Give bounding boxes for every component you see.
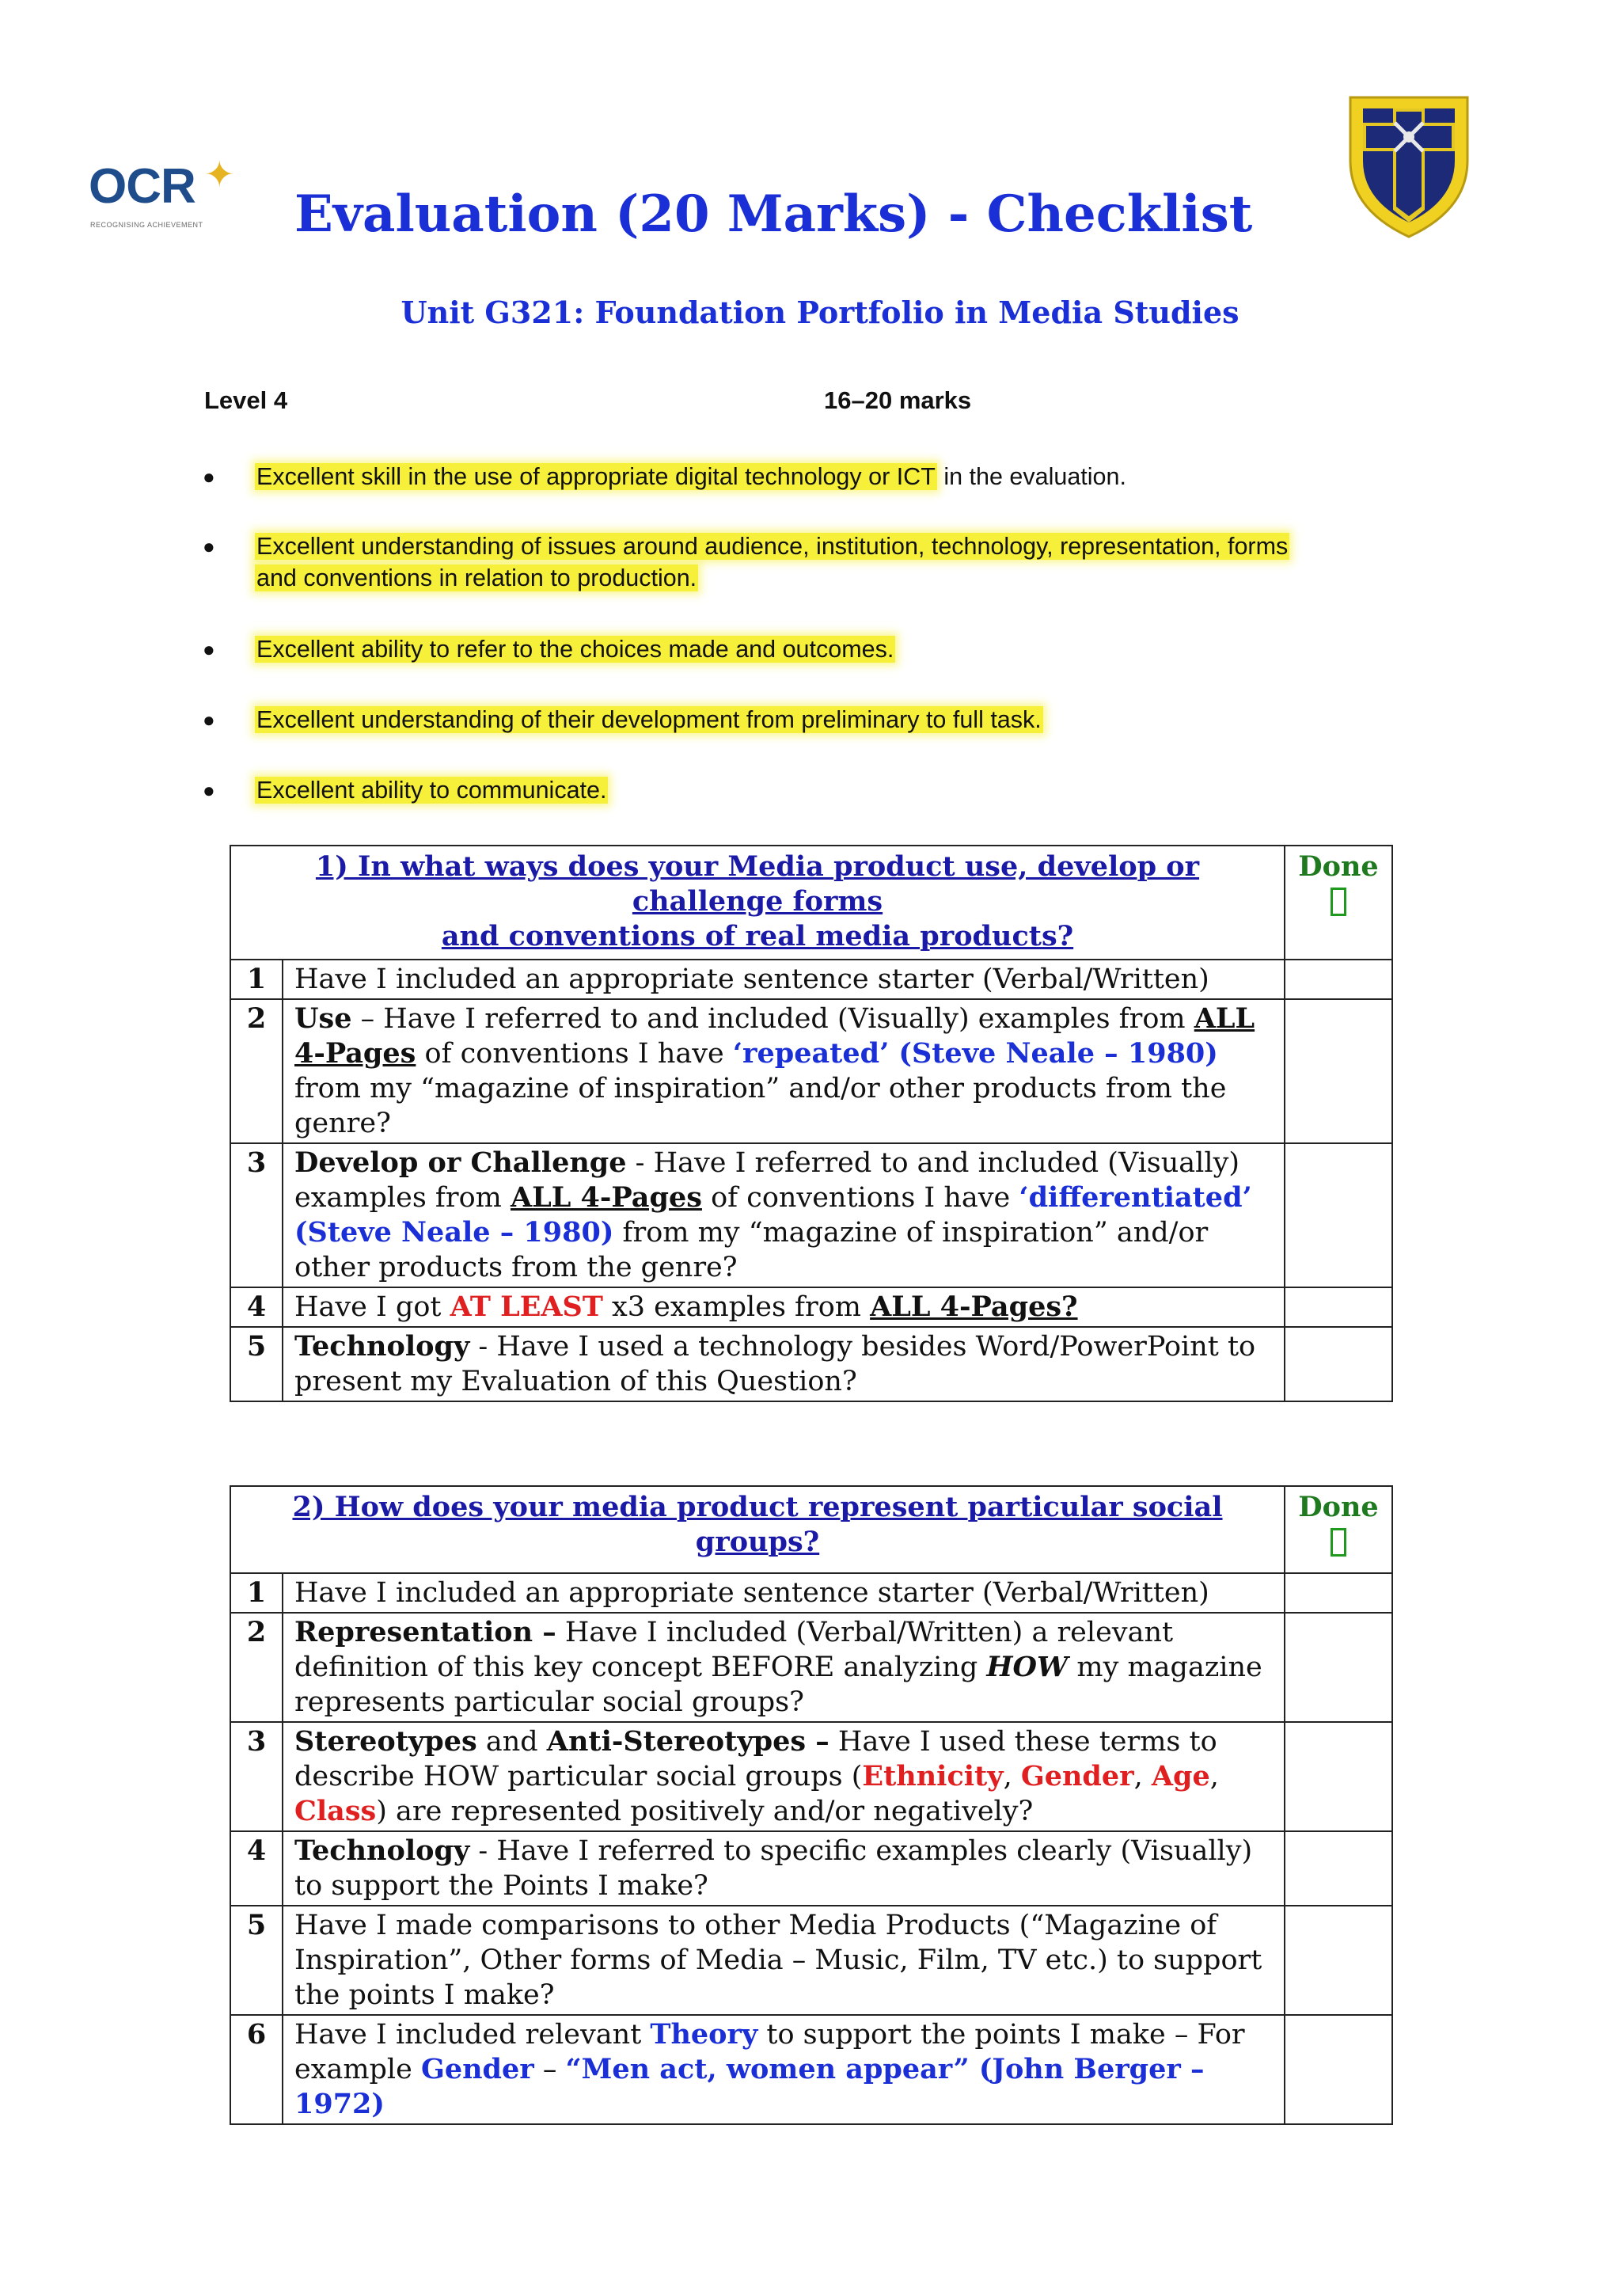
question-line: and conventions of real media products? (441, 920, 1074, 952)
question-line: 1) In what ways does your Media product use, develop or challenge forms (315, 850, 1200, 918)
row-number: 1 (230, 1573, 283, 1613)
done-cell[interactable] (1285, 999, 1392, 1143)
row-number: 6 (230, 2015, 283, 2124)
table-row (230, 1831, 1392, 1906)
done-cell[interactable] (1285, 1906, 1392, 2015)
row-text: Technology - Have I referred to specific examples clearly (Visually) to support the Points I make? (283, 1831, 1285, 1906)
done-cell[interactable] (1285, 1613, 1392, 1722)
done-label: Done (1298, 850, 1379, 883)
row-text: Have I got AT LEAST x3 examples from ALL 4-Pages? (283, 1287, 1285, 1327)
row-number: 4 (230, 1287, 283, 1327)
row-text: Have I made comparisons to other Media Products (“Magazine of Inspiration”, Other forms of Media – Music, Film, TV etc.) to support the points I make? (283, 1906, 1285, 2015)
table-row (230, 1287, 1392, 1327)
criterion-highlight: Excellent understanding of their development from preliminary to full task. (256, 706, 1042, 733)
row-text: Have I included an appropriate sentence starter (Verbal/Written) (283, 1573, 1285, 1613)
checkbox-icon[interactable] (1331, 888, 1346, 916)
ocr-logo-word: OCR (89, 159, 196, 214)
level-marks: 16–20 marks (824, 386, 972, 414)
done-cell[interactable] (1285, 1573, 1392, 1613)
row-text: Have I included relevant Theory to support the points I make – For example Gender – “Men act, women appear” (John Berger – 1972) (283, 2015, 1285, 2124)
row-number: 5 (230, 1327, 283, 1401)
row-text: Have I included an appropriate sentence starter (Verbal/Written) (283, 960, 1285, 999)
bullet-icon: ● (203, 534, 215, 558)
criterion-highlight: Excellent skill in the use of appropriate digital technology or ICT (256, 463, 936, 490)
criterion-highlight: Excellent ability to refer to the choices made and outcomes. (256, 636, 894, 663)
done-header (1285, 1486, 1392, 1573)
table-header-row (230, 1486, 1392, 1573)
done-cell[interactable] (1285, 1287, 1392, 1327)
row-text: Representation – Have I included (Verbal/Written) a relevant definition of this key concept BEFORE analyzing HOW my magazine represents particular social groups? (283, 1613, 1285, 1722)
table-row (230, 1722, 1392, 1831)
row-number: 5 (230, 1906, 283, 2015)
table-row (230, 1327, 1392, 1401)
criterion-highlight: Excellent understanding of issues around audience, institution, technology, representation, forms (256, 533, 1289, 560)
table-header-row (230, 846, 1392, 960)
table-row (230, 1143, 1392, 1287)
table-row (230, 960, 1392, 999)
question-heading (230, 1486, 1285, 1573)
row-number: 2 (230, 999, 283, 1143)
row-number: 3 (230, 1722, 283, 1831)
table-row (230, 999, 1392, 1143)
page-title: Evaluation (20 Marks) - Checklist (294, 184, 1253, 244)
row-number: 2 (230, 1613, 283, 1722)
row-number: 4 (230, 1831, 283, 1906)
star-icon: ✦ (204, 153, 235, 196)
school-crest-logo (1346, 91, 1472, 241)
criterion-highlight: and conventions in relation to production. (256, 564, 697, 591)
done-label: Done (1298, 1491, 1379, 1523)
checklist-table-2 (230, 1485, 1393, 2125)
row-text: Develop or Challenge - Have I referred to and included (Visually) examples from ALL 4-Pages of conventions I have ‘differentiated’ (Steve Neale – 1980) from my “magazine of inspiration” and/or other products from the genre? (283, 1143, 1285, 1287)
row-text: Technology - Have I used a technology besides Word/PowerPoint to present my Evaluation of this Question? (283, 1327, 1285, 1401)
checkbox-icon[interactable] (1331, 1528, 1346, 1557)
table-row (230, 1613, 1392, 1722)
row-text: Use – Have I referred to and included (Visually) examples from ALL 4-Pages of conventions I have ‘repeated’ (Steve Neale – 1980) from my “magazine of inspiration” and/or other products from the genre? (283, 999, 1285, 1143)
ocr-logo (89, 153, 236, 235)
done-cell[interactable] (1285, 1143, 1392, 1287)
done-cell[interactable] (1285, 1831, 1392, 1906)
bullet-icon: ● (203, 465, 215, 488)
level-label: Level 4 (204, 386, 288, 414)
done-cell[interactable] (1285, 960, 1392, 999)
done-cell[interactable] (1285, 1722, 1392, 1831)
page-subtitle: Unit G321: Foundation Portfolio in Media Studies (401, 295, 1239, 330)
question-line: 2) How does your media product represent particular social groups? (292, 1491, 1223, 1558)
bullet-icon: ● (203, 637, 215, 661)
ocr-logo-tagline: RECOGNISING ACHIEVEMENT (90, 221, 203, 229)
criterion-rest: in the evaluation. (936, 463, 1126, 490)
row-number: 3 (230, 1143, 283, 1287)
table-row (230, 2015, 1392, 2124)
question-heading (230, 846, 1285, 960)
done-cell[interactable] (1285, 2015, 1392, 2124)
table-row (230, 1906, 1392, 2015)
row-text: Stereotypes and Anti-Stereotypes – Have I used these terms to describe HOW particular social groups (Ethnicity, Gender, Age, Class) are represented positively and/or negatively? (283, 1722, 1285, 1831)
criterion-highlight: Excellent ability to communicate. (256, 777, 607, 804)
row-number: 1 (230, 960, 283, 999)
checklist-table-1 (230, 845, 1393, 1402)
bullet-icon: ● (203, 708, 215, 732)
bullet-icon: ● (203, 778, 215, 802)
table-row (230, 1573, 1392, 1613)
done-header (1285, 846, 1392, 960)
done-cell[interactable] (1285, 1327, 1392, 1401)
